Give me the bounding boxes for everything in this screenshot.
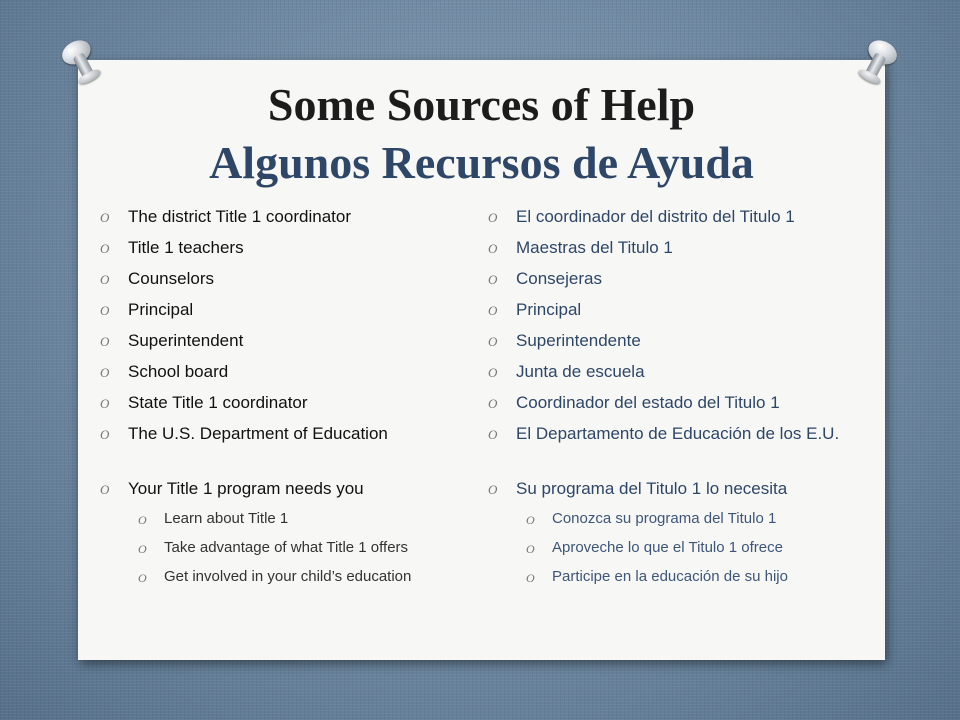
list-item: O Principal (100, 299, 480, 321)
list-item: O Coordinador del estado del Titulo 1 (488, 392, 878, 414)
slide-paper (78, 60, 885, 660)
program-item: O Your Title 1 program needs you (100, 478, 480, 500)
sub-list-item: O Take advantage of what Title 1 offers (138, 538, 480, 558)
bullet-icon: O (488, 396, 498, 411)
bullet-icon: O (488, 272, 498, 287)
bullet-icon: O (100, 482, 110, 497)
bullet-icon: O (100, 303, 110, 318)
english-list (100, 206, 480, 445)
spanish-program-list (488, 478, 878, 587)
title-spanish: Algunos Recursos de Ayuda (209, 137, 754, 188)
bullet-icon: O (526, 513, 535, 527)
bullet-icon: O (488, 482, 498, 497)
bullet-icon: O (138, 542, 147, 556)
list-item: O Principal (488, 299, 878, 321)
bullet-icon: O (100, 241, 110, 256)
bullet-icon: O (138, 571, 147, 585)
bullet-icon: O (488, 210, 498, 225)
spanish-column (488, 206, 878, 596)
bullet-icon: O (138, 513, 147, 527)
list-item: O Counselors (100, 268, 480, 290)
list-item: O El coordinador del distrito del Titulo 1 (488, 206, 878, 228)
sub-list-item: O Conozca su programa del Titulo 1 (526, 509, 878, 529)
bullet-icon: O (526, 542, 535, 556)
bullet-icon: O (100, 427, 110, 442)
list-item: O State Title 1 coordinator (100, 392, 480, 414)
bullet-icon: O (100, 396, 110, 411)
bullet-icon: O (488, 334, 498, 349)
sub-list-item: O Aproveche lo que el Titulo 1 ofrece (526, 538, 878, 558)
bullet-icon: O (100, 365, 110, 380)
bullet-icon: O (488, 241, 498, 256)
bullet-icon: O (488, 365, 498, 380)
list-item: O Superintendent (100, 330, 480, 352)
list-item: O El Departamento de Educación de los E.U. (488, 423, 878, 445)
english-column (100, 206, 480, 596)
bullet-icon: O (526, 571, 535, 585)
program-item: O Su programa del Titulo 1 lo necesita (488, 478, 878, 500)
list-item: O Superintendente (488, 330, 878, 352)
english-program-list (100, 478, 480, 587)
sub-list-item: O Participe en la educación de su hijo (526, 567, 878, 587)
bullet-icon: O (100, 210, 110, 225)
list-item: O The U.S. Department of Education (100, 423, 480, 445)
list-item: O Junta de escuela (488, 361, 878, 383)
bullet-icon: O (488, 303, 498, 318)
title-english: Some Sources of Help (267, 79, 696, 130)
bullet-icon: O (100, 334, 110, 349)
bullet-icon: O (100, 272, 110, 287)
list-item: O Maestras del Titulo 1 (488, 237, 878, 259)
list-item: O Title 1 teachers (100, 237, 480, 259)
list-item: O The district Title 1 coordinator (100, 206, 480, 228)
bullet-icon: O (488, 427, 498, 442)
list-item: O Consejeras (488, 268, 878, 290)
list-item: O School board (100, 361, 480, 383)
spanish-list (488, 206, 878, 445)
sub-list-item: O Get involved in your child’s education (138, 567, 480, 587)
sub-list-item: O Learn about Title 1 (138, 509, 480, 529)
